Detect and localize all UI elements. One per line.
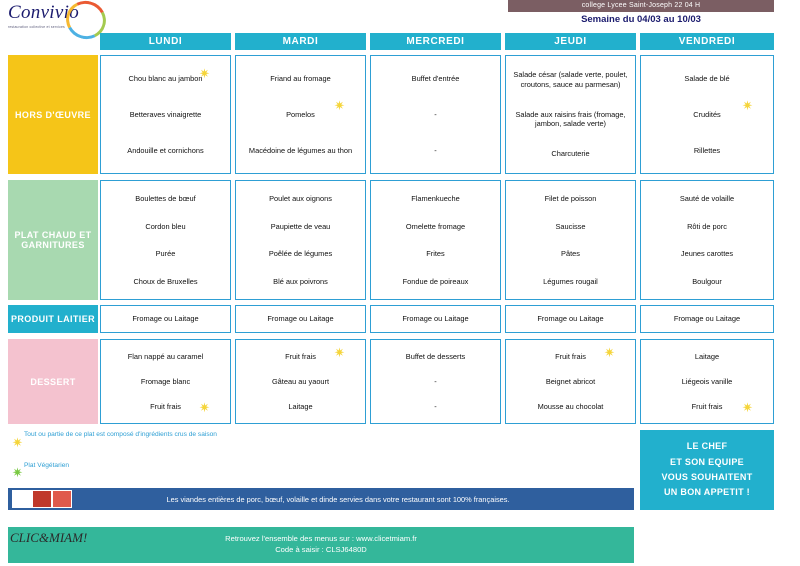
menu-item: Friand au fromage (270, 73, 331, 83)
meat-origin-band (8, 488, 634, 510)
school-name-bar: college Lycee Saint-Joseph 22 04 H (508, 0, 774, 12)
menu-cell (640, 55, 774, 174)
legend-veggie-text: Plat Végétarien (24, 462, 70, 469)
menu-item: Laitage (694, 351, 720, 361)
menu-item: - (434, 376, 437, 386)
menu-item: - (434, 109, 437, 119)
menu-item: Macédoine de légumes au thon (248, 146, 353, 156)
menu-item: Frites (426, 249, 445, 259)
menu-item: Blé aux poivrons (273, 276, 328, 286)
chef-line-1: LE CHEF (686, 441, 728, 452)
menu-item: Salade césar (salade verte, poulet, croutons, sauce au parmesan) (513, 70, 628, 89)
row-label-produit-laitier: PRODUIT LAITIER (8, 305, 98, 333)
menu-cell (640, 305, 774, 333)
menu-cell (100, 180, 231, 300)
menu-cell (100, 55, 231, 174)
menu-item: Charcuterie (551, 149, 590, 159)
seasonal-star-icon: ✷ (199, 400, 210, 415)
seasonal-star-icon: ✷ (604, 345, 615, 360)
seasonal-star-icon: ✷ (742, 400, 753, 415)
menu-item: Sauté de volaille (679, 194, 735, 204)
menu-item: Saucisse (555, 221, 586, 231)
brand-name: Convivio (8, 2, 79, 23)
menu-item: Fromage ou Laitage (673, 314, 741, 324)
seasonal-star-icon: ✷ (334, 345, 345, 360)
menu-cell (370, 339, 501, 424)
day-header-mercredi: MERCREDI (370, 33, 501, 50)
menu-cell (505, 55, 636, 174)
week-range: Semaine du 04/03 au 10/03 (508, 12, 774, 27)
menu-item: Pâtes (561, 249, 580, 259)
day-header-mardi: MARDI (235, 33, 366, 50)
chef-message (640, 430, 774, 510)
menu-cell (505, 339, 636, 424)
menu-item: Fromage ou Laitage (267, 314, 334, 324)
menu-cell (505, 305, 636, 333)
chef-line-4: UN BON APPETIT ! (664, 487, 750, 498)
menu-item: Poulet aux oignons (269, 194, 332, 204)
menu-item: Filet de poisson (544, 194, 597, 204)
menu-item: Cordon bleu (145, 221, 186, 231)
convivio-logo (8, 2, 104, 36)
menu-item: Flan nappé au caramel (127, 351, 204, 361)
menu-item: Fondue de poireaux (402, 276, 469, 286)
menu-item: Paupiette de veau (270, 221, 331, 231)
menu-cell (640, 339, 774, 424)
chef-line-3: VOUS SOUHAITENT (661, 472, 753, 482)
menus-online-band (8, 527, 634, 563)
menu-cell (235, 55, 366, 174)
menus-url-line: Retrouvez l'ensemble des menus sur : www.clicetmiam.fr (225, 534, 417, 543)
menu-item: Flamenkueche (411, 194, 460, 204)
menu-item: Chou blanc au jambon (128, 73, 203, 83)
menus-code-line: Code à saisir : CLSJ6480D (275, 545, 367, 555)
menu-item: Boulettes de bœuf (135, 194, 196, 204)
seasonal-star-icon: ✷ (742, 98, 753, 113)
row-label-plat-chaud: PLAT CHAUD ET GARNITURES (8, 180, 98, 300)
menu-item: - (434, 401, 437, 411)
menu-item: Choux de Bruxelles (133, 276, 198, 286)
menu-item: Salade aux raisins frais (fromage, jambon, salade verte) (515, 109, 626, 129)
menu-item: Fruit frais (691, 401, 723, 411)
french-origin-flags-icon (12, 490, 72, 508)
menu-cell (370, 180, 501, 300)
day-header-jeudi: JEUDI (505, 33, 636, 50)
menu-item: Betteraves vinaigrette (129, 109, 202, 119)
seasonal-star-icon: ✷ (199, 66, 210, 81)
row-label-dessert: DESSERT (8, 339, 98, 424)
menu-cell (370, 55, 501, 174)
menu-item: Légumes rougail (543, 276, 598, 286)
menu-item: Fromage blanc (140, 376, 191, 386)
menu-item: Rôti de porc (687, 221, 727, 231)
menu-item: Buffet de desserts (405, 351, 466, 361)
seasonal-star-icon: ✷ (334, 98, 345, 113)
legend-veggie-icon: ✷ (12, 465, 23, 480)
menu-item: Fromage ou Laitage (537, 314, 604, 324)
row-label-hors-doeuvre: HORS D'ŒUVRE (8, 55, 98, 174)
menu-item: Beignet abricot (545, 376, 596, 386)
legend-seasonal-text: Tout ou partie de ce plat est composé d'ingrédients crus de saison (24, 431, 217, 438)
legend-star-icon: ✷ (12, 435, 23, 450)
menu-item: Purée (155, 249, 176, 259)
menu-item: Fruit frais (285, 351, 316, 361)
clicetmiam-logo: CLIC&MIAM! (10, 530, 88, 545)
menu-item: Fruit frais (150, 401, 181, 411)
menu-item: Poêlée de légumes (268, 249, 333, 259)
menu-cell (235, 180, 366, 300)
menu-cell (370, 305, 501, 333)
menu-item: Andouille et cornichons (127, 146, 204, 156)
meat-origin-text: Les viandes entières de porc, bœuf, volaille et dinde servies dans votre restaurant sont 100% françaises. (166, 494, 510, 504)
menu-item: Salade de blé (684, 73, 730, 83)
brand-tagline: restauration collective et services (8, 25, 65, 29)
menu-item: Rillettes (693, 146, 721, 156)
menu-item: Crudités (693, 109, 721, 119)
menu-cell (100, 305, 231, 333)
menu-item: Mousse au chocolat (537, 401, 604, 411)
menu-cell (505, 180, 636, 300)
menu-item: Fruit frais (555, 351, 586, 361)
menu-item: Jeunes carottes (680, 249, 734, 259)
menu-cell (640, 180, 774, 300)
menu-cell (235, 305, 366, 333)
menu-item: Fromage ou Laitage (132, 314, 199, 324)
day-header-lundi: LUNDI (100, 33, 231, 50)
menu-item: Gâteau au yaourt (271, 376, 330, 386)
menu-item: Liégeois vanille (681, 376, 733, 386)
menu-item: Pomelos (286, 109, 315, 119)
menu-item: Buffet d'entrée (411, 73, 460, 83)
menu-cell (100, 339, 231, 424)
menu-item: Boulgour (692, 276, 722, 286)
day-header-vendredi: VENDREDI (640, 33, 774, 50)
menu-item: Laitage (288, 401, 313, 411)
menu-item: Fromage ou Laitage (402, 314, 469, 324)
menu-cell (235, 339, 366, 424)
menu-item: - (434, 146, 437, 156)
chef-line-2: ET SON EQUIPE (670, 456, 744, 467)
menu-item: Omelette fromage (405, 221, 466, 231)
